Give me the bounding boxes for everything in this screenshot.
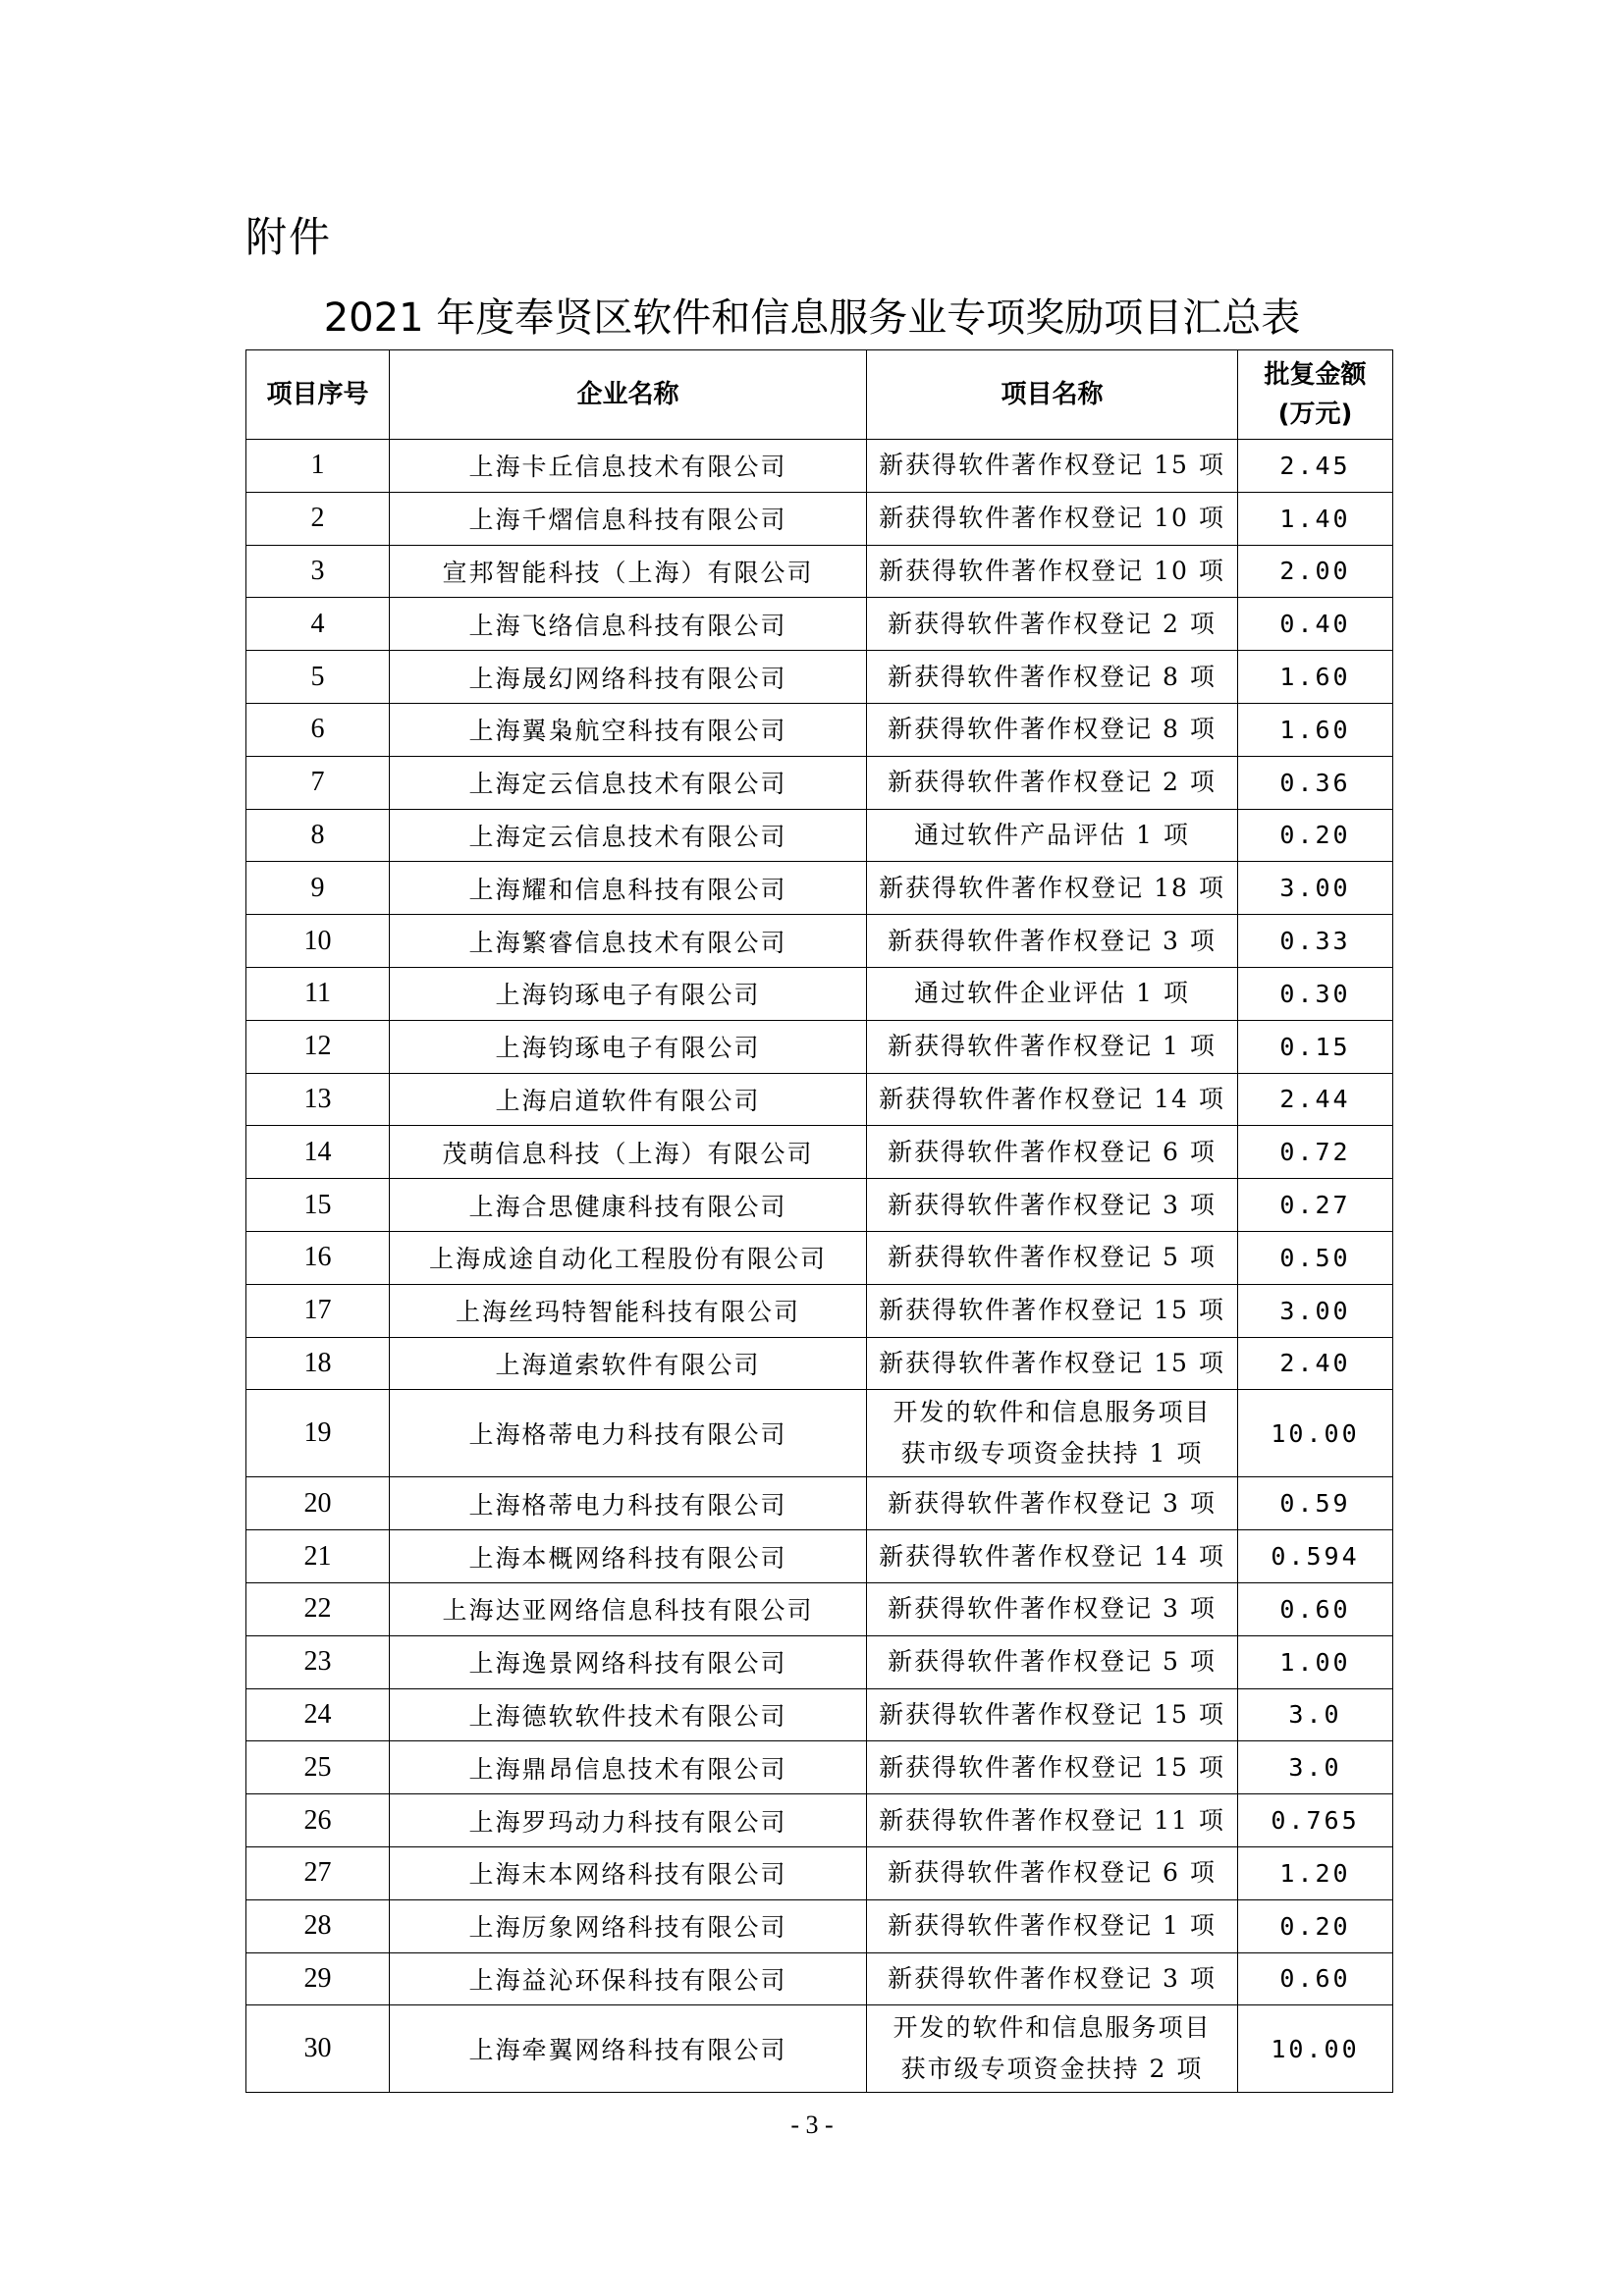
table-row [246,598,1393,651]
cell-project-line1: 开发的软件和信息服务项目 [893,2013,1212,2043]
cell-project: 新获得软件著作权登记 10 项 [867,545,1238,598]
table-row [246,1477,1393,1530]
cell-seq: 4 [246,598,390,651]
cell-seq: 5 [246,651,390,704]
cell-project: 新获得软件著作权登记 5 项 [867,1635,1238,1688]
cell-project: 新获得软件著作权登记 6 项 [867,1846,1238,1899]
cell-project: 新获得软件著作权登记 3 项 [867,915,1238,968]
cell-company: 上海钧琢电子有限公司 [390,967,867,1020]
cell-amount: 3.0 [1238,1688,1393,1741]
table-row [246,809,1393,862]
cell-project-line2: 获市级专项资金扶持 2 项 [900,2055,1204,2084]
cell-amount: 0.15 [1238,1020,1393,1073]
cell-seq: 27 [246,1846,390,1899]
award-summary-table [245,349,1393,2093]
cell-project-line1: 开发的软件和信息服务项目 [893,1398,1212,1427]
cell-seq: 1 [246,440,390,493]
cell-seq: 19 [246,1390,390,1477]
cell-project: 新获得软件著作权登记 3 项 [867,1952,1238,2005]
table-row [246,862,1393,915]
cell-project: 新获得软件著作权登记 6 项 [867,1126,1238,1179]
cell-company: 上海达亚网络信息科技有限公司 [390,1582,867,1635]
cell-amount: 3.00 [1238,1284,1393,1337]
cell-seq: 12 [246,1020,390,1073]
cell-amount: 0.594 [1238,1530,1393,1583]
header-amount-line2: (万元) [1277,400,1353,429]
cell-project: 新获得软件著作权登记 8 项 [867,651,1238,704]
cell-project: 新获得软件著作权登记 15 项 [867,1337,1238,1390]
table-row [246,1846,1393,1899]
table-row [246,1741,1393,1794]
cell-company: 上海飞络信息科技有限公司 [390,598,867,651]
cell-amount: 0.765 [1238,1794,1393,1847]
cell-project: 新获得软件著作权登记 14 项 [867,1530,1238,1583]
cell-project: 新获得软件著作权登记 3 项 [867,1582,1238,1635]
cell-seq: 29 [246,1952,390,2005]
cell-seq: 10 [246,915,390,968]
cell-company: 上海厉象网络科技有限公司 [390,1899,867,1952]
cell-amount: 10.00 [1238,1390,1393,1477]
cell-company: 上海益沁环保科技有限公司 [390,1952,867,2005]
cell-amount: 0.60 [1238,1952,1393,2005]
cell-company: 宣邦智能科技（上海）有限公司 [390,545,867,598]
cell-project: 新获得软件著作权登记 2 项 [867,756,1238,809]
table-row [246,2005,1393,2093]
cell-company: 上海卡丘信息技术有限公司 [390,440,867,493]
cell-seq: 13 [246,1073,390,1126]
cell-amount: 1.40 [1238,492,1393,545]
cell-amount: 2.45 [1238,440,1393,493]
header-amount [1238,350,1393,440]
cell-seq: 2 [246,492,390,545]
cell-amount: 0.60 [1238,1582,1393,1635]
cell-amount: 0.50 [1238,1231,1393,1284]
table-row [246,1899,1393,1952]
cell-amount: 0.30 [1238,967,1393,1020]
cell-project: 新获得软件著作权登记 3 项 [867,1477,1238,1530]
cell-seq: 17 [246,1284,390,1337]
table-row [246,1582,1393,1635]
cell-amount: 2.00 [1238,545,1393,598]
cell-company: 上海翼枭航空科技有限公司 [390,703,867,756]
cell-company: 上海德软软件技术有限公司 [390,1688,867,1741]
cell-company: 上海本概网络科技有限公司 [390,1530,867,1583]
table-row [246,1530,1393,1583]
cell-project: 通过软件企业评估 1 项 [867,967,1238,1020]
cell-project: 新获得软件著作权登记 5 项 [867,1231,1238,1284]
table-body [246,440,1393,2093]
cell-company: 上海道索软件有限公司 [390,1337,867,1390]
cell-amount: 0.59 [1238,1477,1393,1530]
cell-project: 新获得软件著作权登记 3 项 [867,1179,1238,1232]
header-company: 企业名称 [390,350,867,440]
cell-amount: 2.44 [1238,1073,1393,1126]
cell-company: 上海牵翼网络科技有限公司 [390,2005,867,2093]
cell-company: 上海合思健康科技有限公司 [390,1179,867,1232]
cell-company: 上海定云信息技术有限公司 [390,809,867,862]
cell-company: 上海格蒂电力科技有限公司 [390,1390,867,1477]
cell-amount: 3.0 [1238,1741,1393,1794]
cell-company: 上海千熠信息科技有限公司 [390,492,867,545]
cell-company: 上海钧琢电子有限公司 [390,1020,867,1073]
table-row [246,440,1393,493]
cell-seq: 7 [246,756,390,809]
cell-company: 上海晟幻网络科技有限公司 [390,651,867,704]
cell-amount: 0.36 [1238,756,1393,809]
cell-project: 新获得软件著作权登记 18 项 [867,862,1238,915]
cell-amount: 0.20 [1238,809,1393,862]
table-row [246,967,1393,1020]
cell-amount: 0.27 [1238,1179,1393,1232]
cell-company: 上海格蒂电力科技有限公司 [390,1477,867,1530]
cell-project: 新获得软件著作权登记 1 项 [867,1020,1238,1073]
cell-seq: 21 [246,1530,390,1583]
cell-seq: 15 [246,1179,390,1232]
cell-project: 新获得软件著作权登记 11 项 [867,1794,1238,1847]
table-row [246,1635,1393,1688]
table-row [246,915,1393,968]
cell-project: 新获得软件著作权登记 8 项 [867,703,1238,756]
cell-company: 上海耀和信息科技有限公司 [390,862,867,915]
table-row [246,1073,1393,1126]
table-row [246,651,1393,704]
table-row [246,703,1393,756]
cell-company: 上海繁睿信息技术有限公司 [390,915,867,968]
table-row [246,1179,1393,1232]
header-seq: 项目序号 [246,350,390,440]
cell-project: 新获得软件著作权登记 10 项 [867,492,1238,545]
cell-seq: 24 [246,1688,390,1741]
cell-amount: 1.20 [1238,1846,1393,1899]
cell-company: 上海鼎昂信息技术有限公司 [390,1741,867,1794]
cell-seq: 9 [246,862,390,915]
cell-company: 上海末本网络科技有限公司 [390,1846,867,1899]
table-row [246,1952,1393,2005]
cell-project: 通过软件产品评估 1 项 [867,809,1238,862]
table-row [246,1337,1393,1390]
table-row [246,1794,1393,1847]
cell-seq: 11 [246,967,390,1020]
cell-project [867,1390,1238,1477]
table-row [246,1126,1393,1179]
cell-amount: 0.33 [1238,915,1393,968]
cell-company: 上海定云信息技术有限公司 [390,756,867,809]
attachment-label: 附件 [245,213,333,261]
table-row [246,1231,1393,1284]
cell-seq: 14 [246,1126,390,1179]
cell-project: 新获得软件著作权登记 15 项 [867,1284,1238,1337]
cell-seq: 20 [246,1477,390,1530]
cell-seq: 28 [246,1899,390,1952]
table-header-row [246,350,1393,440]
cell-project [867,2005,1238,2093]
cell-amount: 0.20 [1238,1899,1393,1952]
header-amount-line1: 批复金额 [1264,360,1367,390]
cell-project: 新获得软件著作权登记 14 项 [867,1073,1238,1126]
cell-company: 上海罗玛动力科技有限公司 [390,1794,867,1847]
cell-amount: 2.40 [1238,1337,1393,1390]
cell-seq: 23 [246,1635,390,1688]
cell-seq: 18 [246,1337,390,1390]
header-project: 项目名称 [867,350,1238,440]
table-row [246,1020,1393,1073]
cell-amount: 3.00 [1238,862,1393,915]
cell-amount: 0.40 [1238,598,1393,651]
table-row [246,756,1393,809]
cell-amount: 1.00 [1238,1635,1393,1688]
cell-company: 上海丝玛特智能科技有限公司 [390,1284,867,1337]
cell-project: 新获得软件著作权登记 15 项 [867,440,1238,493]
cell-amount: 1.60 [1238,703,1393,756]
table-row [246,545,1393,598]
cell-seq: 22 [246,1582,390,1635]
table-row [246,1284,1393,1337]
cell-project: 新获得软件著作权登记 2 项 [867,598,1238,651]
cell-company: 茂萌信息科技（上海）有限公司 [390,1126,867,1179]
cell-project: 新获得软件著作权登记 15 项 [867,1688,1238,1741]
cell-amount: 0.72 [1238,1126,1393,1179]
cell-company: 上海成途自动化工程股份有限公司 [390,1231,867,1284]
cell-seq: 6 [246,703,390,756]
cell-company: 上海启道软件有限公司 [390,1073,867,1126]
table-row [246,1688,1393,1741]
cell-seq: 8 [246,809,390,862]
cell-project-line2: 获市级专项资金扶持 1 项 [900,1439,1204,1468]
cell-project: 新获得软件著作权登记 15 项 [867,1741,1238,1794]
cell-project: 新获得软件著作权登记 1 项 [867,1899,1238,1952]
cell-company: 上海逸景网络科技有限公司 [390,1635,867,1688]
document-title: 2021 年度奉贤区软件和信息服务业专项奖励项目汇总表 [323,295,1301,341]
cell-seq: 25 [246,1741,390,1794]
cell-amount: 10.00 [1238,2005,1393,2093]
cell-amount: 1.60 [1238,651,1393,704]
cell-seq: 26 [246,1794,390,1847]
table-row [246,492,1393,545]
page-number: - 3 - [790,2110,834,2139]
cell-seq: 16 [246,1231,390,1284]
cell-seq: 3 [246,545,390,598]
cell-seq: 30 [246,2005,390,2093]
table-row [246,1390,1393,1477]
